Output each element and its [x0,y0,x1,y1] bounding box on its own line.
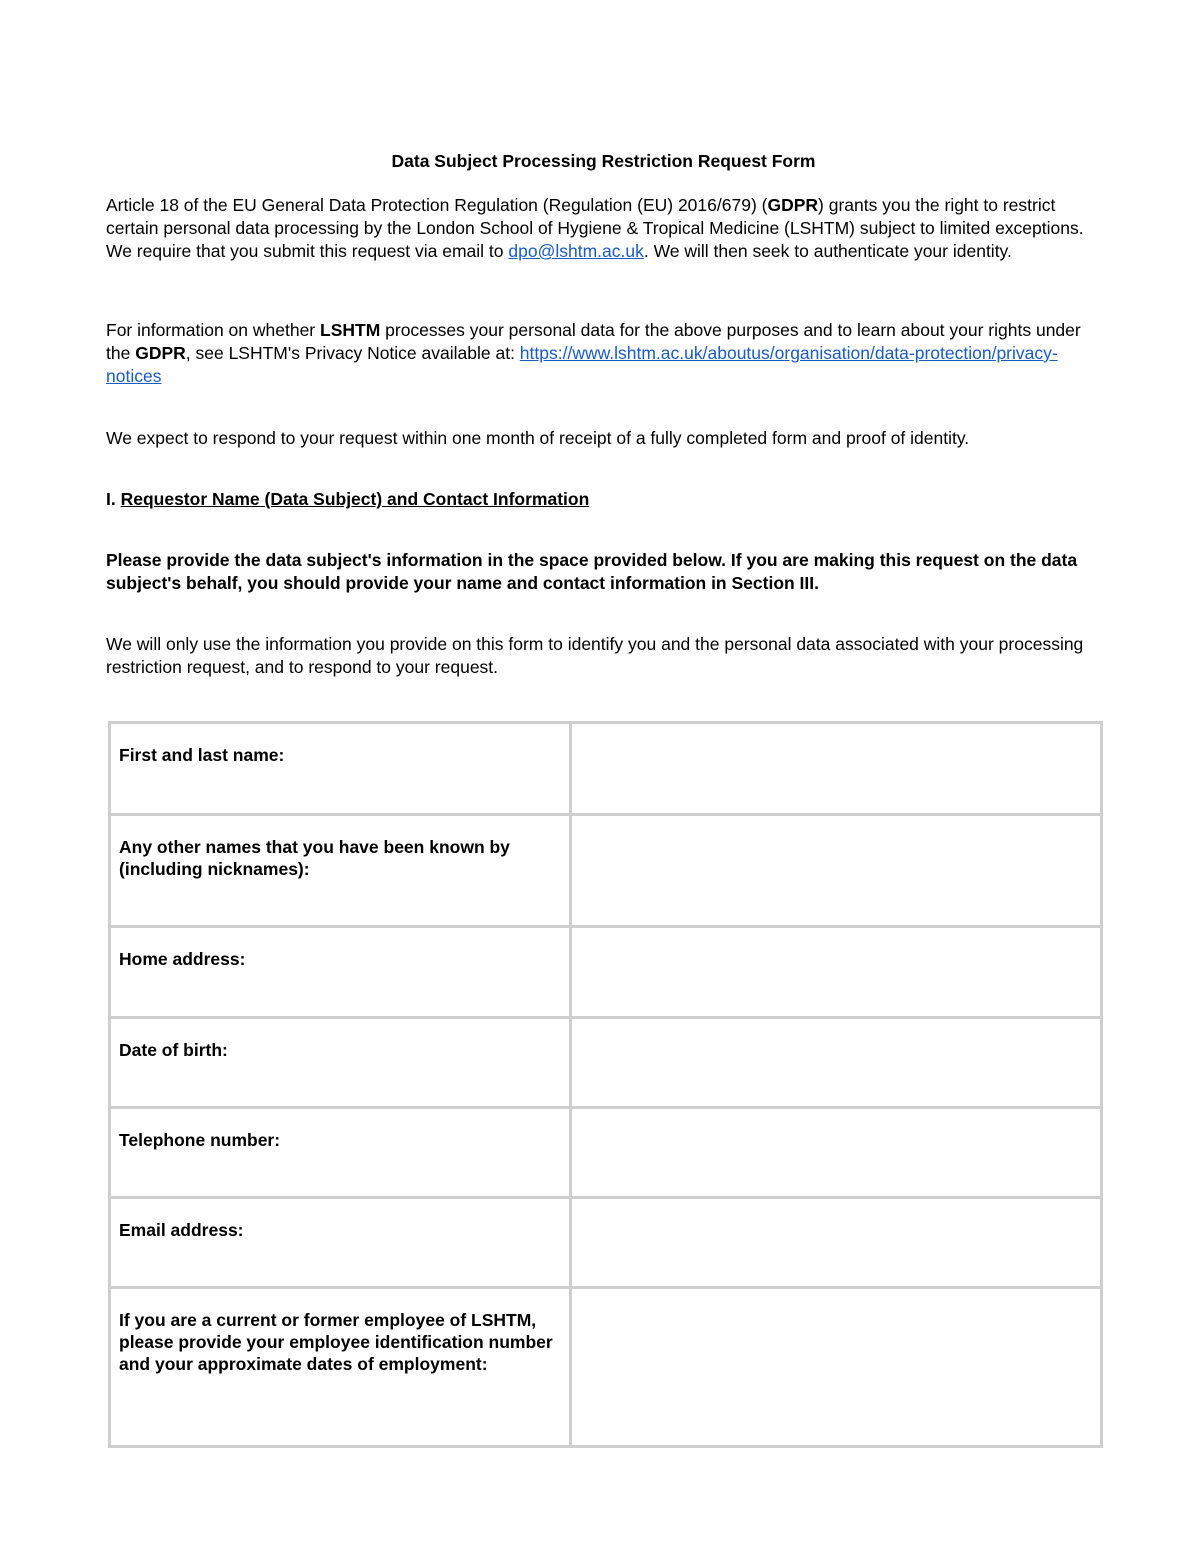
field-value-other-names[interactable] [571,815,1102,927]
field-value-date-of-birth[interactable] [571,1018,1102,1108]
table-row [110,1198,1102,1288]
table-row [110,723,1102,815]
section-1-title: Requestor Name (Data Subject) and Contact Information [120,489,590,509]
info-paragraph [106,319,1101,388]
field-label-email: Email address: [110,1198,571,1288]
document-body [106,150,1101,679]
field-label-name: First and last name: [110,723,571,815]
response-time-paragraph: We expect to respond to your request within one month of receipt of a fully completed form and proof of identity. [106,428,970,448]
info-text-2: processes your personal data for the above purposes and to learn about your rights under the [106,320,1081,363]
table-row [110,927,1102,1018]
field-label-employee-info: If you are a current or former employee of LSHTM, please provide your employee identification number and your approximate dates of employment: [110,1288,571,1447]
privacy-notice-link[interactable]: https://www.lshtm.ac.uk/aboutus/organisation/data-protection/privacy-notices [106,343,1058,386]
field-label-other-names: Any other names that you have been known by (including nicknames): [110,815,571,927]
intro-text-3: . We will then seek to authenticate your identity. [643,241,1012,261]
data-use-note: We will only use the information you provide on this form to identify you and the personal data associated with your processing restriction request, and to respond to your request. [106,634,1084,677]
table-row [110,815,1102,927]
data-subject-instructions: Please provide the data subject's information in the space provided below. If you are making this request on the data subject's behalf, you should provide your name and contact information in Section III. [106,550,1078,593]
intro-text-1: Article 18 of the EU General Data Protection Regulation (Regulation (EU) 2016/679) ( [106,195,768,215]
field-label-telephone: Telephone number: [110,1108,571,1198]
intro-paragraph [106,194,1101,263]
table-row [110,1108,1102,1198]
requestor-info-table [108,721,1103,1448]
field-value-name[interactable] [571,723,1102,815]
section-1-heading [106,488,1101,511]
field-label-home-address: Home address: [110,927,571,1018]
table-row [110,1288,1102,1447]
field-value-employee-info[interactable] [571,1288,1102,1447]
info-text-1: For information on whether [106,320,320,340]
section-1-prefix: I. [106,489,121,509]
dpo-email-link[interactable]: dpo@lshtm.ac.uk [508,241,644,261]
field-value-telephone[interactable] [571,1108,1102,1198]
field-label-date-of-birth: Date of birth: [110,1018,571,1108]
field-value-email[interactable] [571,1198,1102,1288]
intro-text-2: ) grants you the right to restrict certain personal data processing by the London School of Hygiene & Tropical Medicine (LSHTM) subject to limited exceptions. We require that you submit this request via email to [106,195,1084,261]
field-value-home-address[interactable] [571,927,1102,1018]
info-text-3: , see LSHTM's Privacy Notice available at: [185,343,520,363]
info-lshtm: LSHTM [320,320,381,340]
document-title: Data Subject Processing Restriction Request Form [391,151,816,171]
intro-gdpr: GDPR [767,195,819,215]
table-row [110,1018,1102,1108]
info-gdpr: GDPR [135,343,186,363]
